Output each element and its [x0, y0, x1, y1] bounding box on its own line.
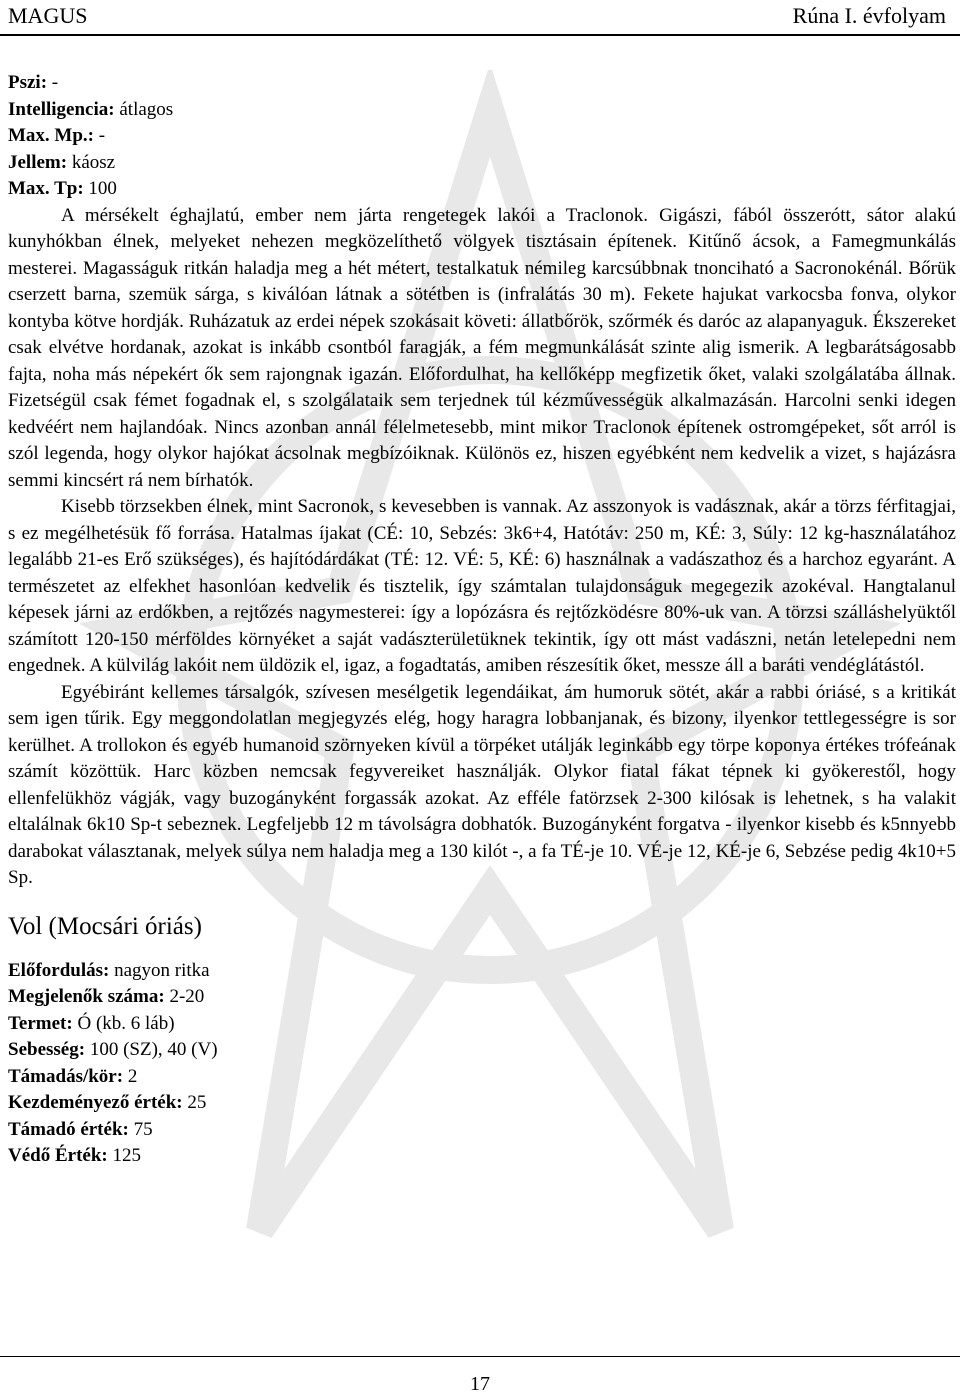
stat-block-bottom	[8, 958, 956, 1170]
stat-row-occurrence	[8, 958, 956, 985]
stat-value: 125	[112, 1145, 141, 1166]
stat-row-speed	[8, 1037, 956, 1064]
stat-value: 25	[187, 1092, 207, 1113]
body-paragraph: Egyébiránt kellemes társalgók, szívesen mesélgetik legendáikat, ám humoruk sötét, akár a rabbi óriásé, s a kritikát sem igen tűrik. Egy meggondolatlan megjegyzés elég, hogy haragra lobbanjanak, és bizony, ilyenkor tettlegességre is sor kerülhet. A trollokon és egyéb humanoid szörnyeken kívül a törpéket utálják leginkább egy törpe koponya értékes trófeának számít közöttük. Harc közben nemcsak fegyvereiket használják. Olykor fiatal fákat tépnek ki gyökerestől, hogy ellenfelükhöz vágják, vagy buzogányként forgassák azokat. Az efféle fatörzsek 2-300 kilósak is lehetnek, s ha valakit eltalálnak 6k10 Sp-t sebeznek. Legfeljebb 12 m távolságra dobhatók. Buzogányként forgatva - ilyenkor kisebb és k5nnyebb darabokat választanak, melyek súlya nem haladja meg a 130 kilót -, a fa TÉ-je 10. VÉ-je 12, KÉ-je 6, Sebzése pedig 4k10+5 Sp.	[8, 681, 956, 888]
stat-label: Előfordulás:	[8, 959, 110, 981]
stat-row-max-mp	[8, 123, 956, 150]
header-issue: Rúna I. évfolyam	[792, 3, 946, 28]
stat-label: Pszi:	[8, 72, 48, 93]
footer-divider	[0, 1356, 960, 1357]
stat-row-max-tp	[8, 176, 956, 203]
stat-label: Megjelenők száma:	[8, 986, 165, 1007]
stat-row-psi	[8, 70, 956, 97]
stat-row-size	[8, 1011, 956, 1038]
stat-label: Kezdeményező érték:	[8, 1092, 183, 1113]
page-header	[0, 0, 960, 36]
stat-label: Támadó érték:	[8, 1118, 129, 1140]
stat-row-defense-value	[8, 1143, 956, 1170]
section-title: Vol (Mocsári óriás)	[8, 912, 202, 940]
stat-label: Támadás/kör:	[8, 1065, 124, 1087]
stat-block-top	[8, 70, 956, 203]
stat-label: Védő Érték:	[8, 1145, 108, 1166]
stat-value: -	[51, 72, 59, 93]
article-body	[8, 70, 956, 1170]
stat-row-initiative	[8, 1090, 956, 1117]
stat-value: -	[98, 125, 106, 146]
body-paragraph: Kisebb törzsekben élnek, mint Sacronok, s kevesebben is vannak. Az asszonyok is vadásznak, akár a törzs férfitagjai, s ez megélhetésük fő forrása. Hatalmas íjakat (CÉ: 10, Sebzés: 3k6+4, Hatótáv: 250 m, KÉ: 3, Súly: 12 kg-használatához legalább 21-es Erő szükséges), és hajítódárdákat (TÉ: 12. VÉ: 5, KÉ: 6) használnak a vadászathoz és a harchoz egyaránt. A természetet az elfekhet hasonlóan kedvelik és tisztelik, így számtalan tulajdonságuk megegezik azokéval. Hangtalanul képesek járni az erdőkben, a rejtőzés nagymesterei: így a lopózásra és rejtőzködésre 80%-uk van. A törzsi szálláshelyüktől számított 120-150 mérföldes környéket a saját vadászterületüknek tekintik, így ott mást vadászni, netán letelepedni nem engednek. A külvilág lakóit nem üldözik el, igaz, a fogadtatás, amiben részesítik őket, messze áll a baráti vendéglátástól.	[8, 496, 956, 676]
stat-label: Jellem:	[8, 151, 68, 173]
stat-label: Termet:	[8, 1012, 73, 1034]
stat-value: 2	[127, 1065, 138, 1087]
stat-label: Max. Tp:	[8, 178, 84, 199]
stat-value: átlagos	[119, 98, 174, 120]
stat-row-intelligence	[8, 97, 956, 124]
page-number: 17	[470, 1373, 490, 1395]
stat-value: 100	[88, 178, 117, 199]
stat-value: 100 (SZ), 40 (V)	[89, 1039, 218, 1060]
stat-value: 75	[133, 1118, 153, 1140]
header-magazine-title: MAGUS	[8, 3, 88, 28]
stat-value: 2-20	[169, 986, 205, 1007]
body-paragraph: A mérsékelt éghajlatú, ember nem járta rengetegek lakói a Traclonok. Gigászi, fából összerótt, sátor alakú kunyhókban élnek, melyeket nehezen megközelíthető völgyek tisztásain építenek. Kitűnő ácsok, a Famegmunkálás mesterei. Magasságuk ritkán haladja meg a hét métert, testalkatuk némileg karcsúbbnak tnonciható a Sacronokénál. Bőrük cserzett barna, szemük sárga, s kiválóan látnak a sötétben is (infralátás 30 m). Fekete hajukat varkocsba fonva, olykor kontyba kötve hordják. Ruházatuk az erdei népek szokásait követi: állatbőrök, szőrmék és daróc az alapanyaguk. Ékszereket csak elvétve hordanak, azokat is inkább csontból faragják, a fém megmunkálását szinte alig ismerik. A legbarátságosabb fajta, noha más népekért ők sem rajongnak igazán. Előfordulhat, ha kellőképp megfizetik őket, valaki szolgálatába állnak. Fizetségül csak fémet fogadnak el, s szolgálataik sem terjednek túl kézművességük alkalmazásán. Harcolni senki idegen kedvéért nem hajlandóak. Nincs azonban annál félelmetesebb, mint mikor Traclonok építenek ostromgépeket, sőt arról is szól legenda, hogy olykor hajókat ácsolnak megbízóiknak. Különös ez, hiszen egyébként nem kedvelik a vizet, s hajázásra semmi kincsért rá nem bírhatók.	[8, 204, 956, 491]
stat-row-number-appearing	[8, 984, 956, 1011]
stat-row-attacks	[8, 1064, 956, 1091]
stat-row-attack-value	[8, 1117, 956, 1144]
stat-label: Max. Mp.:	[8, 125, 95, 146]
stat-value: nagyon ritka	[114, 959, 210, 981]
stat-label: Intelligencia:	[8, 98, 115, 120]
stat-label: Sebesség:	[8, 1039, 86, 1060]
stat-row-alignment	[8, 150, 956, 177]
stat-value: káosz	[71, 151, 116, 173]
stat-value: Ó (kb. 6 láb)	[77, 1012, 175, 1034]
